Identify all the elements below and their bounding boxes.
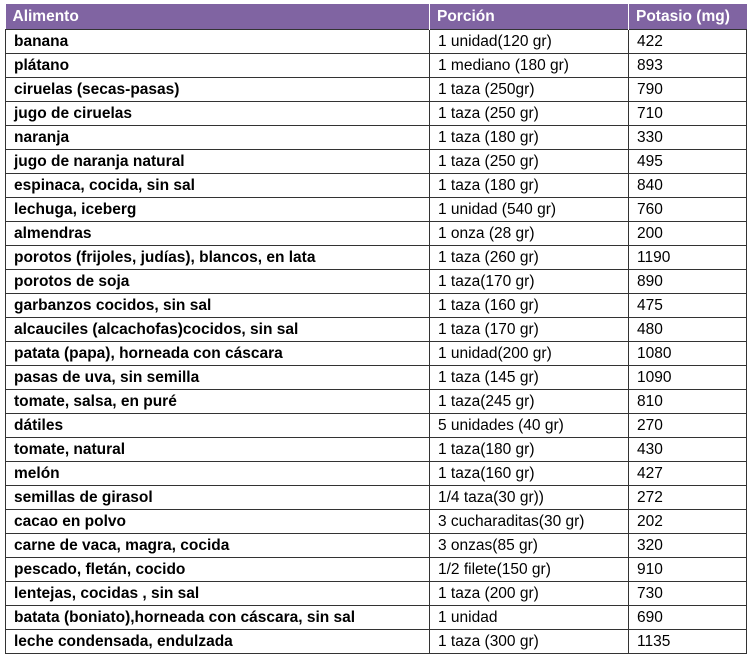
cell-food: naranja — [6, 126, 430, 150]
cell-potassium: 422 — [629, 30, 747, 54]
cell-potassium: 1135 — [629, 630, 747, 654]
cell-portion: 5 unidades (40 gr) — [430, 414, 629, 438]
header-food: Alimento — [6, 4, 430, 30]
cell-food: leche condensada, endulzada — [6, 630, 430, 654]
potassium-table — [5, 4, 747, 654]
cell-potassium: 810 — [629, 390, 747, 414]
cell-food: ciruelas (secas-pasas) — [6, 78, 430, 102]
cell-food: porotos (frijoles, judías), blancos, en lata — [6, 246, 430, 270]
table-row — [6, 534, 747, 558]
header-row — [6, 4, 747, 30]
cell-portion: 1 unidad (540 gr) — [430, 198, 629, 222]
cell-potassium: 272 — [629, 486, 747, 510]
cell-portion: 1 onza (28 gr) — [430, 222, 629, 246]
cell-potassium: 270 — [629, 414, 747, 438]
table-row — [6, 78, 747, 102]
table-row — [6, 342, 747, 366]
cell-portion: 1 taza (180 gr) — [430, 126, 629, 150]
cell-portion: 1 taza(180 gr) — [430, 438, 629, 462]
cell-portion: 1 taza (180 gr) — [430, 174, 629, 198]
table-row — [6, 126, 747, 150]
table-row — [6, 150, 747, 174]
table-row — [6, 318, 747, 342]
cell-portion: 1 taza (300 gr) — [430, 630, 629, 654]
table-row — [6, 486, 747, 510]
cell-potassium: 790 — [629, 78, 747, 102]
cell-food: jugo de ciruelas — [6, 102, 430, 126]
cell-food: almendras — [6, 222, 430, 246]
table-row — [6, 366, 747, 390]
header-portion: Porción — [430, 4, 629, 30]
cell-potassium: 760 — [629, 198, 747, 222]
cell-potassium: 330 — [629, 126, 747, 150]
cell-food: espinaca, cocida, sin sal — [6, 174, 430, 198]
table-row — [6, 198, 747, 222]
table-row — [6, 390, 747, 414]
cell-potassium: 1190 — [629, 246, 747, 270]
cell-food: semillas de girasol — [6, 486, 430, 510]
cell-portion: 1 taza (145 gr) — [430, 366, 629, 390]
cell-food: tomate, natural — [6, 438, 430, 462]
table-row — [6, 30, 747, 54]
table-row — [6, 438, 747, 462]
cell-food: tomate, salsa, en puré — [6, 390, 430, 414]
cell-food: cacao en polvo — [6, 510, 430, 534]
table-row — [6, 270, 747, 294]
table-row — [6, 462, 747, 486]
cell-potassium: 495 — [629, 150, 747, 174]
cell-food: porotos de soja — [6, 270, 430, 294]
cell-potassium: 320 — [629, 534, 747, 558]
potassium-table-container — [5, 4, 747, 654]
table-row — [6, 54, 747, 78]
cell-potassium: 475 — [629, 294, 747, 318]
table-row — [6, 174, 747, 198]
cell-portion: 3 cucharaditas(30 gr) — [430, 510, 629, 534]
cell-potassium: 840 — [629, 174, 747, 198]
cell-portion: 1/4 taza(30 gr)) — [430, 486, 629, 510]
cell-food: banana — [6, 30, 430, 54]
cell-potassium: 480 — [629, 318, 747, 342]
cell-food: melón — [6, 462, 430, 486]
table-row — [6, 510, 747, 534]
table-row — [6, 294, 747, 318]
cell-portion: 1 taza(245 gr) — [430, 390, 629, 414]
cell-potassium: 730 — [629, 582, 747, 606]
cell-potassium: 1080 — [629, 342, 747, 366]
cell-portion: 1 taza(160 gr) — [430, 462, 629, 486]
cell-portion: 3 onzas(85 gr) — [430, 534, 629, 558]
cell-food: lechuga, iceberg — [6, 198, 430, 222]
cell-potassium: 890 — [629, 270, 747, 294]
cell-food: patata (papa), horneada con cáscara — [6, 342, 430, 366]
cell-food: batata (boniato),horneada con cáscara, sin sal — [6, 606, 430, 630]
cell-potassium: 910 — [629, 558, 747, 582]
cell-portion: 1 taza (170 gr) — [430, 318, 629, 342]
table-row — [6, 102, 747, 126]
table-row — [6, 558, 747, 582]
cell-potassium: 690 — [629, 606, 747, 630]
cell-potassium: 430 — [629, 438, 747, 462]
table-row — [6, 582, 747, 606]
cell-food: alcauciles (alcachofas)cocidos, sin sal — [6, 318, 430, 342]
cell-portion: 1 unidad(120 gr) — [430, 30, 629, 54]
table-row — [6, 606, 747, 630]
cell-portion: 1 taza (250 gr) — [430, 150, 629, 174]
cell-portion: 1 taza (260 gr) — [430, 246, 629, 270]
cell-potassium: 893 — [629, 54, 747, 78]
table-body — [6, 30, 747, 654]
cell-portion: 1 mediano (180 gr) — [430, 54, 629, 78]
table-row — [6, 222, 747, 246]
cell-portion: 1 taza(170 gr) — [430, 270, 629, 294]
cell-food: garbanzos cocidos, sin sal — [6, 294, 430, 318]
cell-portion: 1 taza (250gr) — [430, 78, 629, 102]
cell-portion: 1 taza (200 gr) — [430, 582, 629, 606]
cell-potassium: 202 — [629, 510, 747, 534]
cell-food: plátano — [6, 54, 430, 78]
cell-portion: 1 taza (160 gr) — [430, 294, 629, 318]
cell-portion: 1/2 filete(150 gr) — [430, 558, 629, 582]
cell-portion: 1 taza (250 gr) — [430, 102, 629, 126]
cell-food: jugo de naranja natural — [6, 150, 430, 174]
cell-food: pasas de uva, sin semilla — [6, 366, 430, 390]
cell-portion: 1 unidad — [430, 606, 629, 630]
header-potassium: Potasio (mg) — [629, 4, 747, 30]
cell-food: lentejas, cocidas , sin sal — [6, 582, 430, 606]
cell-potassium: 710 — [629, 102, 747, 126]
table-row — [6, 414, 747, 438]
table-header — [6, 4, 747, 30]
cell-potassium: 1090 — [629, 366, 747, 390]
cell-portion: 1 unidad(200 gr) — [430, 342, 629, 366]
table-row — [6, 246, 747, 270]
cell-food: carne de vaca, magra, cocida — [6, 534, 430, 558]
cell-food: dátiles — [6, 414, 430, 438]
cell-potassium: 427 — [629, 462, 747, 486]
cell-food: pescado, fletán, cocido — [6, 558, 430, 582]
cell-potassium: 200 — [629, 222, 747, 246]
table-row — [6, 630, 747, 654]
